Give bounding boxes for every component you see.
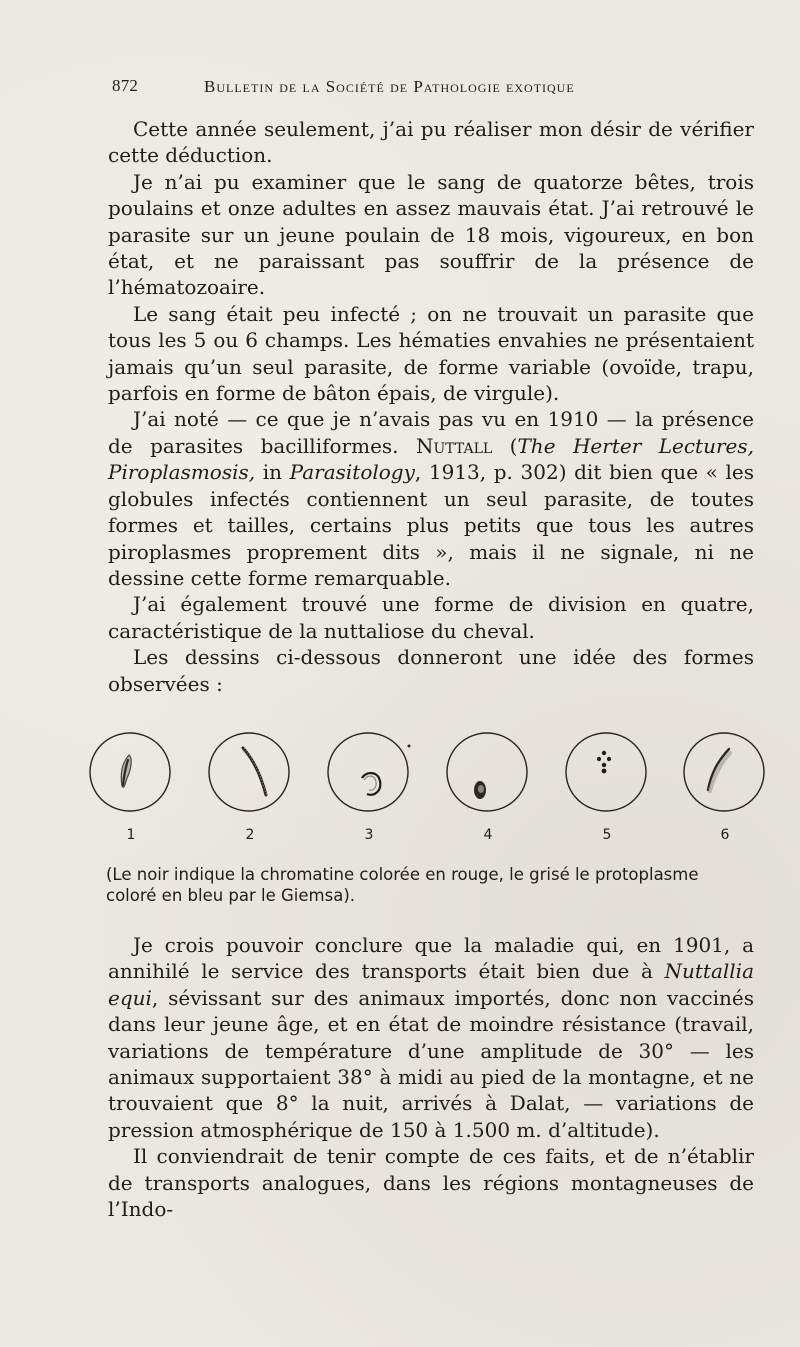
author-name: Nuttall <box>416 433 493 458</box>
paragraph-4 <box>108 406 754 591</box>
paragraph-4-part-3: in <box>255 460 290 485</box>
parasite-drawing-3 <box>324 724 412 824</box>
paragraph-4-part-4: , 1913, p. 302) dit bien que « les globules infectés contiennent un seul parasite, de toutes formes et tailles, certains plus petits que tous les autres piroplasmes proprement dits », mais il ne signale, ni ne dessine cette forme remarquable. <box>108 460 754 590</box>
figure-caption: (Le noir indique la chromatine colorée en rouge, le grisé le protoplasme coloré en bleu par le Giemsa). <box>106 865 699 905</box>
figure-label-3: 3 <box>364 827 374 843</box>
paragraph-1: Cette année seulement, j’ai pu réaliser mon désir de vérifier cette déduction. <box>108 117 754 168</box>
parasite-drawing-2 <box>205 724 293 824</box>
conclusion-after-species: , sévissant sur des animaux importés, donc non vaccinés dans leur jeune âge, et en état de moindre résistance (travail, variations de température d’une amplitude de 30° — les animaux supportaient 38° à midi au pied de la montagne, et ne trouvaient que 8° la nuit, arrivés à Dalat, — variations de pression atmosphérique de 150 à 1.500 m. d’altitude). <box>108 985 754 1142</box>
lecture-title: The Herter Lectures, Piroplasmosis, <box>108 433 754 485</box>
paragraph-5: J’ai également trouvé une forme de division en quatre, caractéristique de la nuttaliose du cheval. <box>108 592 754 643</box>
parasite-figures <box>86 724 776 844</box>
figure-label-2: 2 <box>245 827 255 843</box>
parasite-drawing-1 <box>86 724 174 824</box>
parasite-drawing-6 <box>680 724 768 824</box>
figure-label-5: 5 <box>602 827 612 843</box>
species-name: Nuttallia equi <box>108 959 754 1010</box>
paragraph-6: Les dessins ci-dessous donneront une idée des formes observées : <box>108 645 754 696</box>
conclusion-paragraph-1 <box>108 932 754 1143</box>
journal-name: Parasitology <box>289 460 415 485</box>
parasite-drawing-4 <box>443 724 531 824</box>
paragraph-4-part-1: J’ai noté — ce que je n’avais pas vu en 1910 — la présence de parasites bacilliformes. <box>108 407 754 458</box>
page-number: 872 <box>112 76 139 95</box>
conclusion-before-species: Je crois pouvoir conclure que la maladie qui, en 1901, a annihilé le service des transports était bien due à <box>108 933 754 984</box>
lower-body-text <box>108 932 754 1222</box>
paragraph-4-part-2: ( <box>492 433 518 458</box>
conclusion-paragraph-2: Il conviendrait de tenir compte de ces faits, et de n’établir de transports analogues, dans les régions montagneuses de l’Indo- <box>108 1144 754 1222</box>
figure-label-4: 4 <box>483 827 493 843</box>
running-header <box>112 76 672 102</box>
figure-label-1: 1 <box>126 827 136 843</box>
upper-body-text <box>108 116 754 697</box>
parasite-drawing-5 <box>562 724 650 824</box>
paragraph-3: Le sang était peu infecté ; on ne trouvait un parasite que tous les 5 ou 6 champs. Les hématies envahies ne présentaient jamais qu’un seul parasite, de forme variable (ovoïde, trapu, parfois en forme de bâton épais, de virgule). <box>108 301 754 406</box>
figure-label-6: 6 <box>720 827 730 843</box>
journal-title: Bulletin de la Société de Pathologie exotique <box>204 77 575 96</box>
paragraph-2: Je n’ai pu examiner que le sang de quatorze bêtes, trois poulains et onze adultes en assez mauvais état. J’ai retrouvé le parasite sur un jeune poulain de 18 mois, vigoureux, en bon état, et ne paraissant pas souffrir de la présence de l’hématozoaire. <box>108 169 754 300</box>
